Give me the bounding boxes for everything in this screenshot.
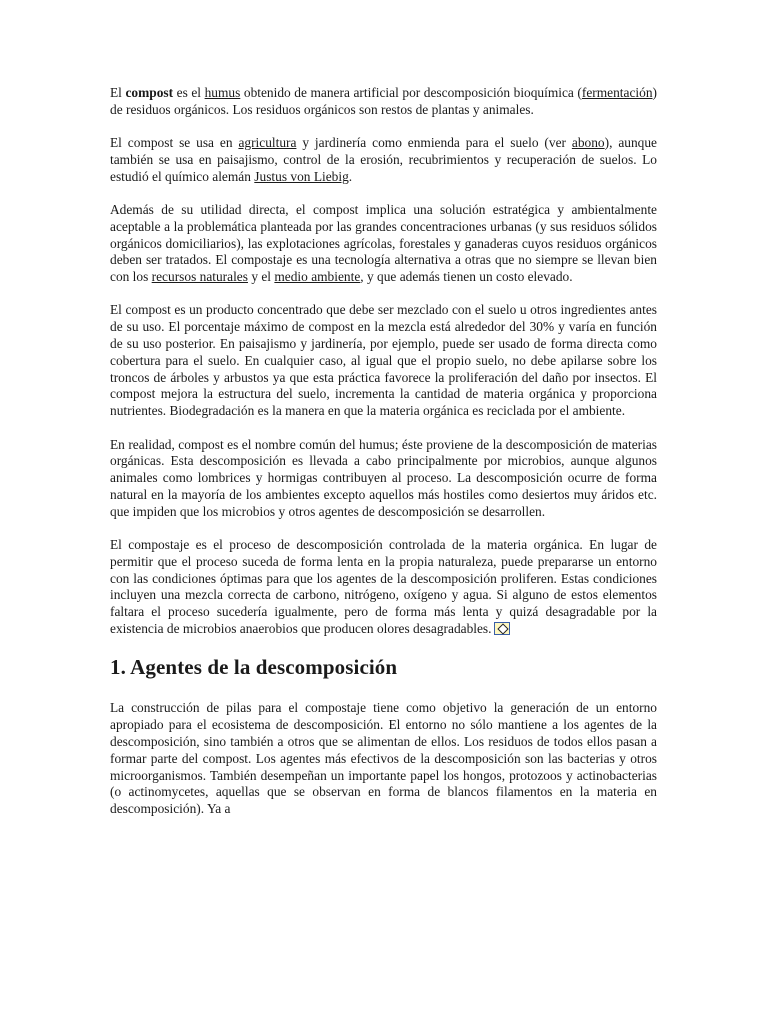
text: obtenido de manera artificial por descomposición bioquímica ( <box>240 85 582 100</box>
text: El compostaje es el proceso de descomposición controlada de la materia orgánica. En lugar de permitir que el proceso suceda de forma lenta en la propia naturaleza, puede prepararse un entorno con las condiciones óptimas para que los agentes de la descomposición proliferen. Estas condiciones incluyen una mezcla correcta de carbono, nitrógeno, oxígeno y agua. Si alguno de estos elementos faltara el proceso sucedería igualmente, pero de forma más lenta y quizá desagradable por la existencia de microbios anaerobios que producen olores desagradables. <box>110 537 657 637</box>
paragraph-2 <box>110 135 657 185</box>
text: Además de su utilidad directa, el compost implica una solución estratégica y ambientalmente aceptable a la problemática planteada por las grandes concentraciones urbanas (y sus residuos sólidos orgánicos domiciliarios), las explotaciones agrícolas, forestales y ganaderas cuyos residuos orgánicos deben ser tratados. El compostaje es una tecnología alternativa a otras que no siempre se llevan bien con los <box>110 201 657 285</box>
link-medio-ambiente[interactable]: medio ambiente <box>274 269 361 285</box>
text: , y que además tienen un costo elevado. <box>360 269 573 285</box>
section-heading: 1. Agentes de la descomposición <box>110 655 398 680</box>
text: . <box>348 168 353 184</box>
text: y jardinería como enmienda para el suelo (ver <box>296 135 572 151</box>
link-abono[interactable]: abono <box>571 135 605 151</box>
paragraph-7: La construcción de pilas para el compostaje tiene como objetivo la generación de un entorno apropiado para el ecosistema de descomposición. El entorno no sólo mantiene a los agentes de la descomposición, sino también a otros que se alimentan de ellos. Los residuos de todos ellos pasan a formar parte del compost. Los agentes más efectivos de la descomposición son las bacterias y otros microorganismos. También desempeñan un importante papel los hongos, protozoos y actinobacterias (o actinomycetes, aquellas que se observan en forma de blancos filamentos en la materia en descomposición). Ya a <box>110 700 657 817</box>
paragraph-4: El compost es un producto concentrado que debe ser mezclado con el suelo u otros ingredientes antes de su uso. El porcentaje máximo de compost en la mezcla está alrededor del 30% y varía en función de su uso posterior. En paisajismo y jardinería, por ejemplo, puede ser usado de forma directa como cobertura para el suelo. En cualquier caso, al igual que el propio suelo, no debe apilarse sobre los troncos de árboles y arbustos ya que esta práctica favorece la proliferación del daño por insectos. El compost mejora la estructura del suelo, incrementa la cantidad de materia orgánica y proporciona nutrientes. Biodegradación es la manera en que la materia orgánica es reciclada por el ambiente. <box>110 302 657 419</box>
text: ), aunque también se usa en paisajismo, control de la erosión, recubrimientos y recuperación de suelos. Lo estudió el químico alemán <box>110 135 657 184</box>
text: y el <box>247 269 275 285</box>
term-compost: compost <box>125 85 174 100</box>
paragraph-5: En realidad, compost es el nombre común del humus; éste proviene de la descomposición de materias orgánicas. Esta descomposición es llevada a cabo principalmente por microbios, aunque algunos animales como lombrices y hormigas contribuyen al proceso. La descomposición ocurre de forma natural en la mayoría de los ambientes excepto aquellos más hostiles como desiertos muy áridos etc. que impiden que los microbios y otros agentes de descomposición se desarrollen. <box>110 436 657 519</box>
text: es el <box>173 85 205 100</box>
link-recursos-naturales[interactable]: recursos naturales <box>151 269 248 285</box>
paragraph-6 <box>110 537 657 638</box>
paragraph-3 <box>110 202 657 286</box>
text: El compost se usa en <box>110 135 239 151</box>
paragraph-1 <box>110 85 657 119</box>
text: ) de residuos orgánicos. Los residuos orgánicos son restos de plantas y animales. <box>110 85 657 117</box>
link-agricultura[interactable]: agricultura <box>238 135 297 151</box>
text: El <box>110 85 126 100</box>
link-justus-von-liebig[interactable]: Justus von Liebig <box>254 168 349 184</box>
link-humus[interactable]: humus <box>204 85 241 100</box>
link-fermentacion[interactable]: fermentación <box>581 85 653 100</box>
document-body <box>110 85 657 834</box>
embedded-object-icon[interactable] <box>494 622 510 635</box>
